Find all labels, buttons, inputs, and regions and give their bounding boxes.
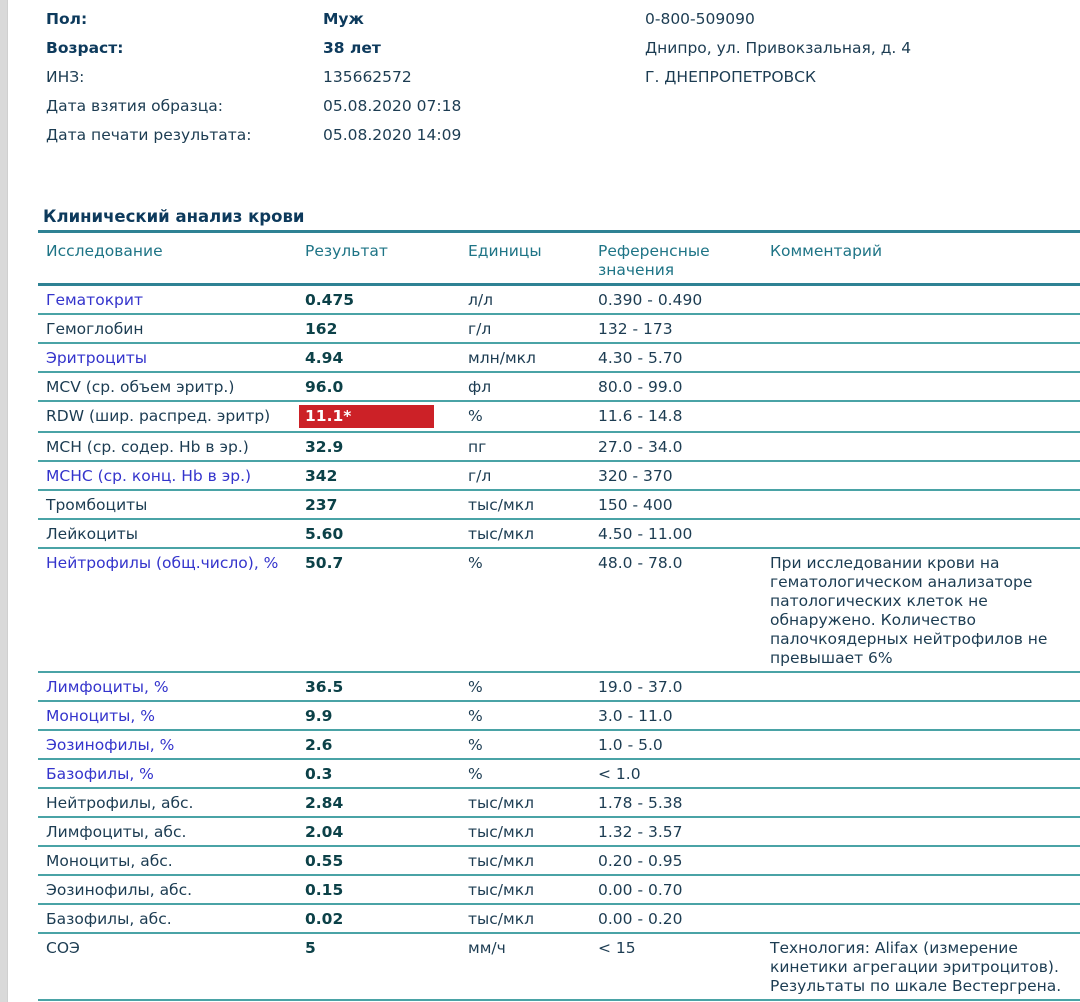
- result-value: 11.1*: [299, 405, 434, 428]
- comment: [770, 432, 1080, 461]
- test-name: Лимфоциты, абс.: [38, 817, 305, 846]
- result-value: 237: [305, 496, 338, 514]
- results-table-header: [38, 234, 1080, 285]
- table-row: [38, 548, 1080, 672]
- units: г/л: [468, 314, 598, 343]
- comment: [770, 285, 1080, 315]
- result-value: 5.60: [305, 525, 344, 543]
- result-value: 0.02: [305, 910, 344, 928]
- result-value: 0.55: [305, 852, 344, 870]
- lab-address: Днипро, ул. Привокзальная, д. 4: [645, 39, 912, 57]
- units: %: [468, 672, 598, 701]
- test-name: Гематокрит: [38, 285, 305, 315]
- result-value: 0.3: [305, 765, 333, 783]
- table-row: [38, 372, 1080, 401]
- results-table-body: [38, 285, 1080, 1001]
- reference-range: 0.20 - 0.95: [598, 846, 770, 875]
- table-row: [38, 519, 1080, 548]
- table-row: [38, 490, 1080, 519]
- column-header: Исследование: [38, 234, 305, 285]
- test-name: RDW (шир. распред. эритр): [38, 401, 305, 432]
- reference-range: 4.50 - 11.00: [598, 519, 770, 548]
- patient-field-label: ИНЗ:: [46, 68, 85, 86]
- result-cell: [305, 548, 468, 672]
- column-header: Референсные значения: [598, 234, 770, 285]
- patient-field-value: Муж: [323, 10, 364, 28]
- table-row: [38, 701, 1080, 730]
- result-value: 5: [305, 939, 316, 957]
- results-table: [38, 234, 1080, 1001]
- lab-contact-block: [645, 5, 911, 92]
- page-edge-strip: [0, 0, 8, 1002]
- result-value: 36.5: [305, 678, 344, 696]
- test-name: Моноциты, абс.: [38, 846, 305, 875]
- patient-field-value: 05.08.2020 14:09: [323, 126, 462, 144]
- test-name: Моноциты, %: [38, 701, 305, 730]
- result-cell: [305, 343, 468, 372]
- units: тыс/мкл: [468, 846, 598, 875]
- test-name: Нейтрофилы, абс.: [38, 788, 305, 817]
- section-title: Клинический анализ крови: [43, 207, 305, 226]
- result-cell: [305, 788, 468, 817]
- result-cell: [305, 314, 468, 343]
- result-cell: [305, 672, 468, 701]
- units: тыс/мкл: [468, 788, 598, 817]
- reference-range: 1.0 - 5.0: [598, 730, 770, 759]
- table-row: [38, 314, 1080, 343]
- result-value: 0.475: [305, 291, 355, 309]
- comment: [770, 788, 1080, 817]
- table-row: [38, 730, 1080, 759]
- patient-field-label: Возраст:: [46, 39, 124, 57]
- result-value: 0.15: [305, 881, 344, 899]
- patient-info-row: [46, 121, 461, 150]
- table-row: [38, 461, 1080, 490]
- patient-field-label: Пол:: [46, 10, 88, 28]
- comment: [770, 314, 1080, 343]
- reference-range: 19.0 - 37.0: [598, 672, 770, 701]
- units: тыс/мкл: [468, 817, 598, 846]
- test-name: MCH (ср. содер. Hb в эр.): [38, 432, 305, 461]
- result-value: 2.04: [305, 823, 344, 841]
- patient-info-block: [46, 5, 461, 150]
- test-name: Эритроциты: [38, 343, 305, 372]
- comment: [770, 759, 1080, 788]
- test-name: Тромбоциты: [38, 490, 305, 519]
- reference-range: 320 - 370: [598, 461, 770, 490]
- comment: [770, 461, 1080, 490]
- result-cell: [305, 846, 468, 875]
- result-cell: [305, 490, 468, 519]
- units: тыс/мкл: [468, 904, 598, 933]
- reference-range: 4.30 - 5.70: [598, 343, 770, 372]
- reference-range: 3.0 - 11.0: [598, 701, 770, 730]
- result-cell: [305, 730, 468, 759]
- comment: [770, 904, 1080, 933]
- test-name: MCV (ср. объем эритр.): [38, 372, 305, 401]
- column-header: Единицы: [468, 234, 598, 285]
- patient-field-label: Дата взятия образца:: [46, 97, 224, 115]
- result-cell: [305, 461, 468, 490]
- reference-range: 27.0 - 34.0: [598, 432, 770, 461]
- result-value: 32.9: [305, 438, 344, 456]
- test-name: Гемоглобин: [38, 314, 305, 343]
- comment: Технология: Alifax (измерение кинетики агрегации эритроцитов). Результаты по шкале Вестергрена.: [770, 933, 1080, 1000]
- patient-info-row: [46, 92, 461, 121]
- result-cell: [305, 875, 468, 904]
- patient-field-value: 05.08.2020 07:18: [323, 97, 462, 115]
- table-row: [38, 933, 1080, 1000]
- result-value: 342: [305, 467, 338, 485]
- result-cell: [305, 432, 468, 461]
- comment: [770, 701, 1080, 730]
- units: мм/ч: [468, 933, 598, 1000]
- units: тыс/мкл: [468, 490, 598, 519]
- table-row: [38, 846, 1080, 875]
- reference-range: 0.00 - 0.20: [598, 904, 770, 933]
- table-row: [38, 672, 1080, 701]
- result-value: 2.6: [305, 736, 333, 754]
- result-value: 50.7: [305, 554, 344, 572]
- units: %: [468, 548, 598, 672]
- test-name: MCHC (ср. конц. Hb в эр.): [38, 461, 305, 490]
- units: фл: [468, 372, 598, 401]
- reference-range: 132 - 173: [598, 314, 770, 343]
- units: %: [468, 730, 598, 759]
- comment: [770, 875, 1080, 904]
- units: г/л: [468, 461, 598, 490]
- result-cell: [305, 817, 468, 846]
- units: %: [468, 701, 598, 730]
- result-cell: [305, 904, 468, 933]
- test-name: Лейкоциты: [38, 519, 305, 548]
- result-value: 9.9: [305, 707, 333, 725]
- lab-city: Г. ДНЕПРОПЕТРОВСК: [645, 68, 816, 86]
- test-name: Базофилы, %: [38, 759, 305, 788]
- result-cell: [305, 401, 468, 432]
- table-row: [38, 875, 1080, 904]
- result-value: 162: [305, 320, 338, 338]
- table-row: [38, 817, 1080, 846]
- reference-range: < 1.0: [598, 759, 770, 788]
- test-name: СОЭ: [38, 933, 305, 1000]
- result-cell: [305, 701, 468, 730]
- lab-phone: 0-800-509090: [645, 10, 755, 28]
- comment: [770, 401, 1080, 432]
- test-name: Эозинофилы, %: [38, 730, 305, 759]
- table-row: [38, 432, 1080, 461]
- units: тыс/мкл: [468, 519, 598, 548]
- units: %: [468, 401, 598, 432]
- reference-range: 80.0 - 99.0: [598, 372, 770, 401]
- table-row: [38, 343, 1080, 372]
- table-row: [38, 759, 1080, 788]
- test-name: Лимфоциты, %: [38, 672, 305, 701]
- patient-field-value: 38 лет: [323, 39, 381, 57]
- reference-range: < 15: [598, 933, 770, 1000]
- comment: [770, 372, 1080, 401]
- reference-range: 1.32 - 3.57: [598, 817, 770, 846]
- result-cell: [305, 519, 468, 548]
- comment: [770, 343, 1080, 372]
- comment: [770, 519, 1080, 548]
- units: %: [468, 759, 598, 788]
- result-value: 96.0: [305, 378, 344, 396]
- header-row: [38, 234, 1080, 285]
- result-value: 2.84: [305, 794, 344, 812]
- test-name: Эозинофилы, абс.: [38, 875, 305, 904]
- table-row: [38, 904, 1080, 933]
- comment: [770, 490, 1080, 519]
- patient-info-row: [46, 34, 461, 63]
- units: л/л: [468, 285, 598, 315]
- units: пг: [468, 432, 598, 461]
- reference-range: 0.390 - 0.490: [598, 285, 770, 315]
- test-name: Нейтрофилы (общ.число), %: [38, 548, 305, 672]
- test-name: Базофилы, абс.: [38, 904, 305, 933]
- reference-range: 48.0 - 78.0: [598, 548, 770, 672]
- reference-range: 0.00 - 0.70: [598, 875, 770, 904]
- patient-info-row: [46, 5, 461, 34]
- patient-info-row: [46, 63, 461, 92]
- reference-range: 11.6 - 14.8: [598, 401, 770, 432]
- comment: [770, 730, 1080, 759]
- table-row: [38, 401, 1080, 432]
- result-cell: [305, 372, 468, 401]
- result-cell: [305, 759, 468, 788]
- result-cell: [305, 933, 468, 1000]
- table-row: [38, 285, 1080, 315]
- column-header: Комментарий: [770, 234, 1080, 285]
- reference-range: 150 - 400: [598, 490, 770, 519]
- comment: [770, 846, 1080, 875]
- comment: [770, 817, 1080, 846]
- column-header: Результат: [305, 234, 468, 285]
- patient-field-label: Дата печати результата:: [46, 126, 252, 144]
- reference-range: 1.78 - 5.38: [598, 788, 770, 817]
- patient-field-value: 135662572: [323, 68, 412, 86]
- comment: [770, 672, 1080, 701]
- units: тыс/мкл: [468, 875, 598, 904]
- table-row: [38, 788, 1080, 817]
- result-value: 4.94: [305, 349, 344, 367]
- units: млн/мкл: [468, 343, 598, 372]
- comment: При исследовании крови на гематологическом анализаторе патологических клеток не обнаружено. Количество палочкоядерных нейтрофилов не превышает 6%: [770, 548, 1080, 672]
- section-title-rule: [38, 207, 1080, 233]
- result-cell: [305, 285, 468, 315]
